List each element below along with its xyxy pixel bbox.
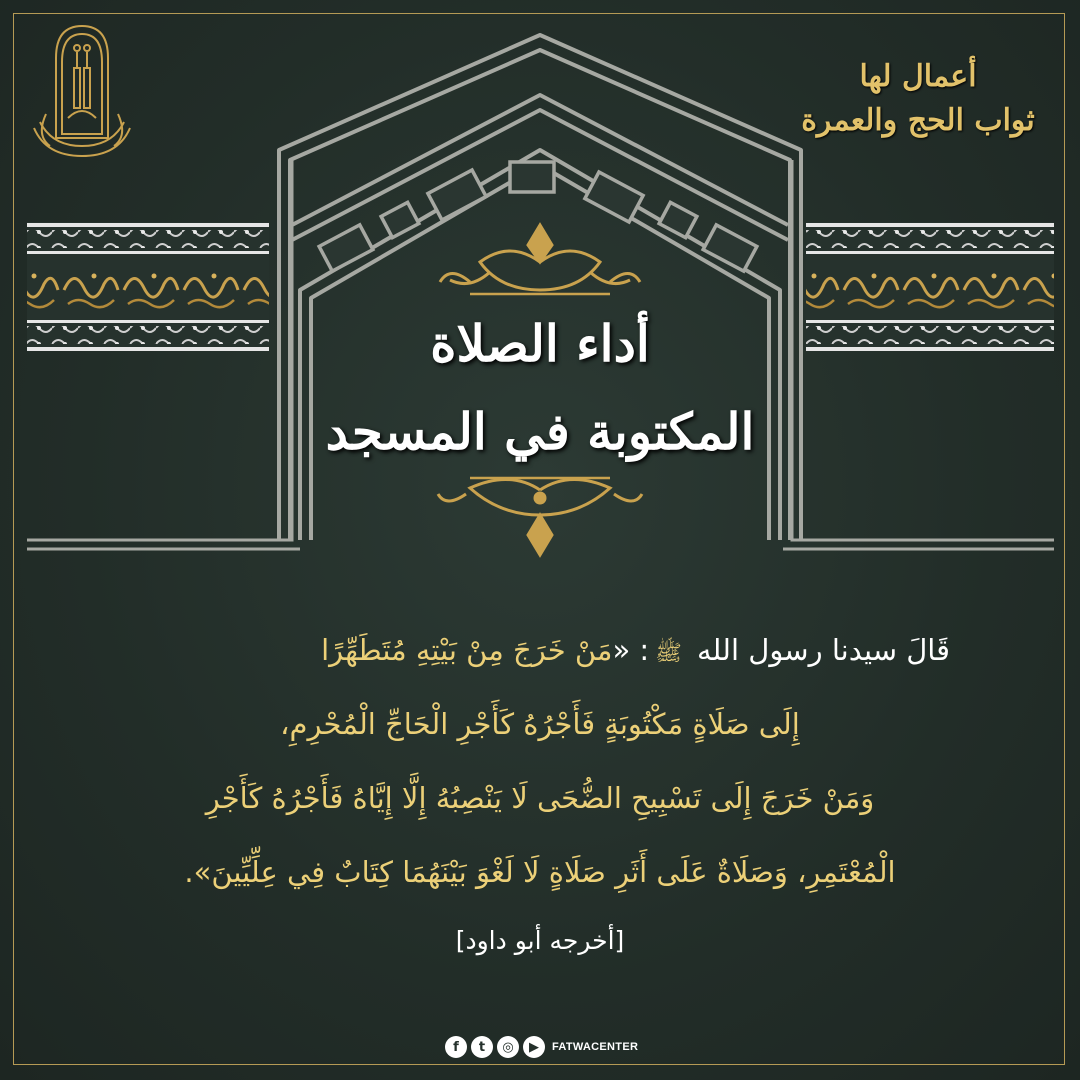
social-handle[interactable]: FATWACENTER bbox=[552, 1041, 639, 1053]
hadith-line-4: الْمُعْتَمِرِ، وَصَلَاةٌ عَلَى أَثَرِ صَلَاةٍ لَا لَغْوَ بَيْنَهُمَا كِتَابٌ فِي عِلِّيِّينَ». bbox=[184, 855, 896, 889]
facebook-icon[interactable]: f bbox=[445, 1036, 467, 1058]
twitter-icon[interactable]: t bbox=[471, 1036, 493, 1058]
corner-heading bbox=[788, 55, 1048, 143]
pbuh-symbol: ﷺ bbox=[655, 641, 682, 666]
kiswa-band-left bbox=[27, 222, 269, 351]
corner-heading-line-2: ثواب الحج والعمرة bbox=[801, 103, 1035, 138]
corner-heading-line-1: أعمال لها bbox=[859, 59, 977, 94]
hadith-line-3: وَمَنْ خَرَجَ إِلَى تَسْبِيحِ الضُّحَى لَا يَنْصِبُهُ إِلَّا إِيَّاهُ فَأَجْرُهُ كَأَجْرِ bbox=[205, 781, 875, 815]
kiswa-band-right bbox=[806, 222, 1054, 351]
hadith-intro: قَالَ سيدنا رسول الله bbox=[697, 633, 950, 667]
hadith-line-2: إِلَى صَلَاةٍ مَكْتُوبَةٍ فَأَجْرُهُ كَأَجْرِ الْحَاجِّ الْمُحْرِمِ، bbox=[280, 707, 800, 741]
top-ornament bbox=[440, 225, 640, 294]
quote-open: : « bbox=[612, 633, 650, 667]
hadith-text bbox=[50, 620, 1030, 916]
main-title-line-2: المكتوبة في المسجد bbox=[325, 402, 755, 461]
hadith-line-1 bbox=[50, 620, 1030, 694]
instagram-icon[interactable]: ◎ bbox=[497, 1036, 519, 1058]
main-title bbox=[300, 300, 780, 476]
social-bar bbox=[445, 1034, 638, 1060]
bottom-ornament bbox=[438, 478, 642, 555]
azhar-logo-seal bbox=[26, 18, 138, 160]
main-title-line-1: أداء الصلاة bbox=[430, 314, 650, 373]
hadith-quote-start: مَنْ خَرَجَ مِنْ بَيْتِهِ مُتَطَهِّرًا bbox=[321, 633, 613, 667]
hadith-source: [أخرجه أبو داود] bbox=[455, 926, 625, 955]
youtube-icon[interactable]: ▶ bbox=[523, 1036, 545, 1058]
